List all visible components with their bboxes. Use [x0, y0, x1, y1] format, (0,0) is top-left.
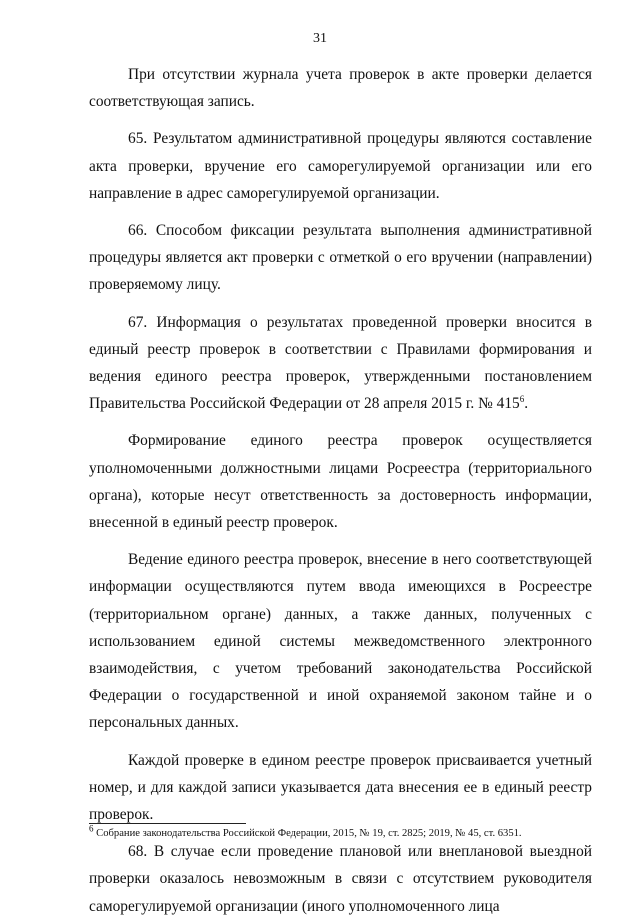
footnote-text: Собрание законодательства Российской Федерации, 2015, № 19, ст. 2825; 2019, № 45, ст. 6351.: [93, 828, 522, 839]
paragraph-registry-formation: Формирование единого реестра проверок осуществляется уполномоченными должностными лицами Росреестра (территориального органа), которые несут ответственность за достоверность информации, внесенной в единый реестр проверок.: [89, 432, 592, 532]
paragraph-registry-number: Каждой проверке в едином реестре проверок присваивается учетный номер, и для каждой записи указывается дата внесения ее в единый реестр проверок.: [89, 751, 592, 824]
paragraph-67: 67. Информация о результатах проведенной проверки вносится в единый реестр проверок в соответствии с Правилами формирования и ведения единого реестра проверок, утвержденными постановлением Правительства Российской Федерации от 28 апреля 2015 г. № $415^6$.: [89, 313, 592, 413]
paragraph-journal-absence: При отсутствии журнала учета проверок в акте проверки делается соответствующая запись.: [89, 66, 592, 111]
footnote-divider: [89, 823, 246, 824]
paragraph-65: 65. Результатом административной процедуры являются составление акта проверки, вручение его саморегулируемой организации или его направление в адрес саморегулируемой организации.: [89, 130, 592, 202]
paragraph-registry-maintenance: Ведение единого реестра проверок, внесение в него соответствующей информации осуществляются путем ввода имеющихся в Росреестре (территориальном органе) данных, а также данных, полученных с использованием единой системы межведомственного электронного взаимодействия, с учетом требований законодательства Российской Федерации о государственной и иной охраняемой законом тайне и о персональных данных.: [89, 551, 592, 732]
paragraph-66: 66. Способом фиксации результата выполнения административной процедуры является акт проверки с отметкой о его вручении (направлении) проверяемому лицу.: [89, 222, 592, 294]
footnote-marker: 6: [89, 823, 94, 834]
page-number: 31: [313, 31, 327, 46]
footnote: [89, 823, 592, 841]
footnote-reference: 6: [519, 394, 525, 405]
document-body: [89, 61, 592, 920]
paragraph-68: 68. В случае если проведение плановой или внеплановой выездной проверки оказалось невозможным в связи с отсутствием руководителя саморегулируемой организации (иного уполномоченного лица: [89, 843, 592, 915]
paragraph-67-text: 67. Информация о результатах проведенной проверки вносится в единый реестр проверок в соответствии с Правилами формирования и ведения единого реестра проверок, утвержденными постановлением Правительства Российской Федерации от 28 апреля 2015 г. № 415: [89, 313, 592, 413]
